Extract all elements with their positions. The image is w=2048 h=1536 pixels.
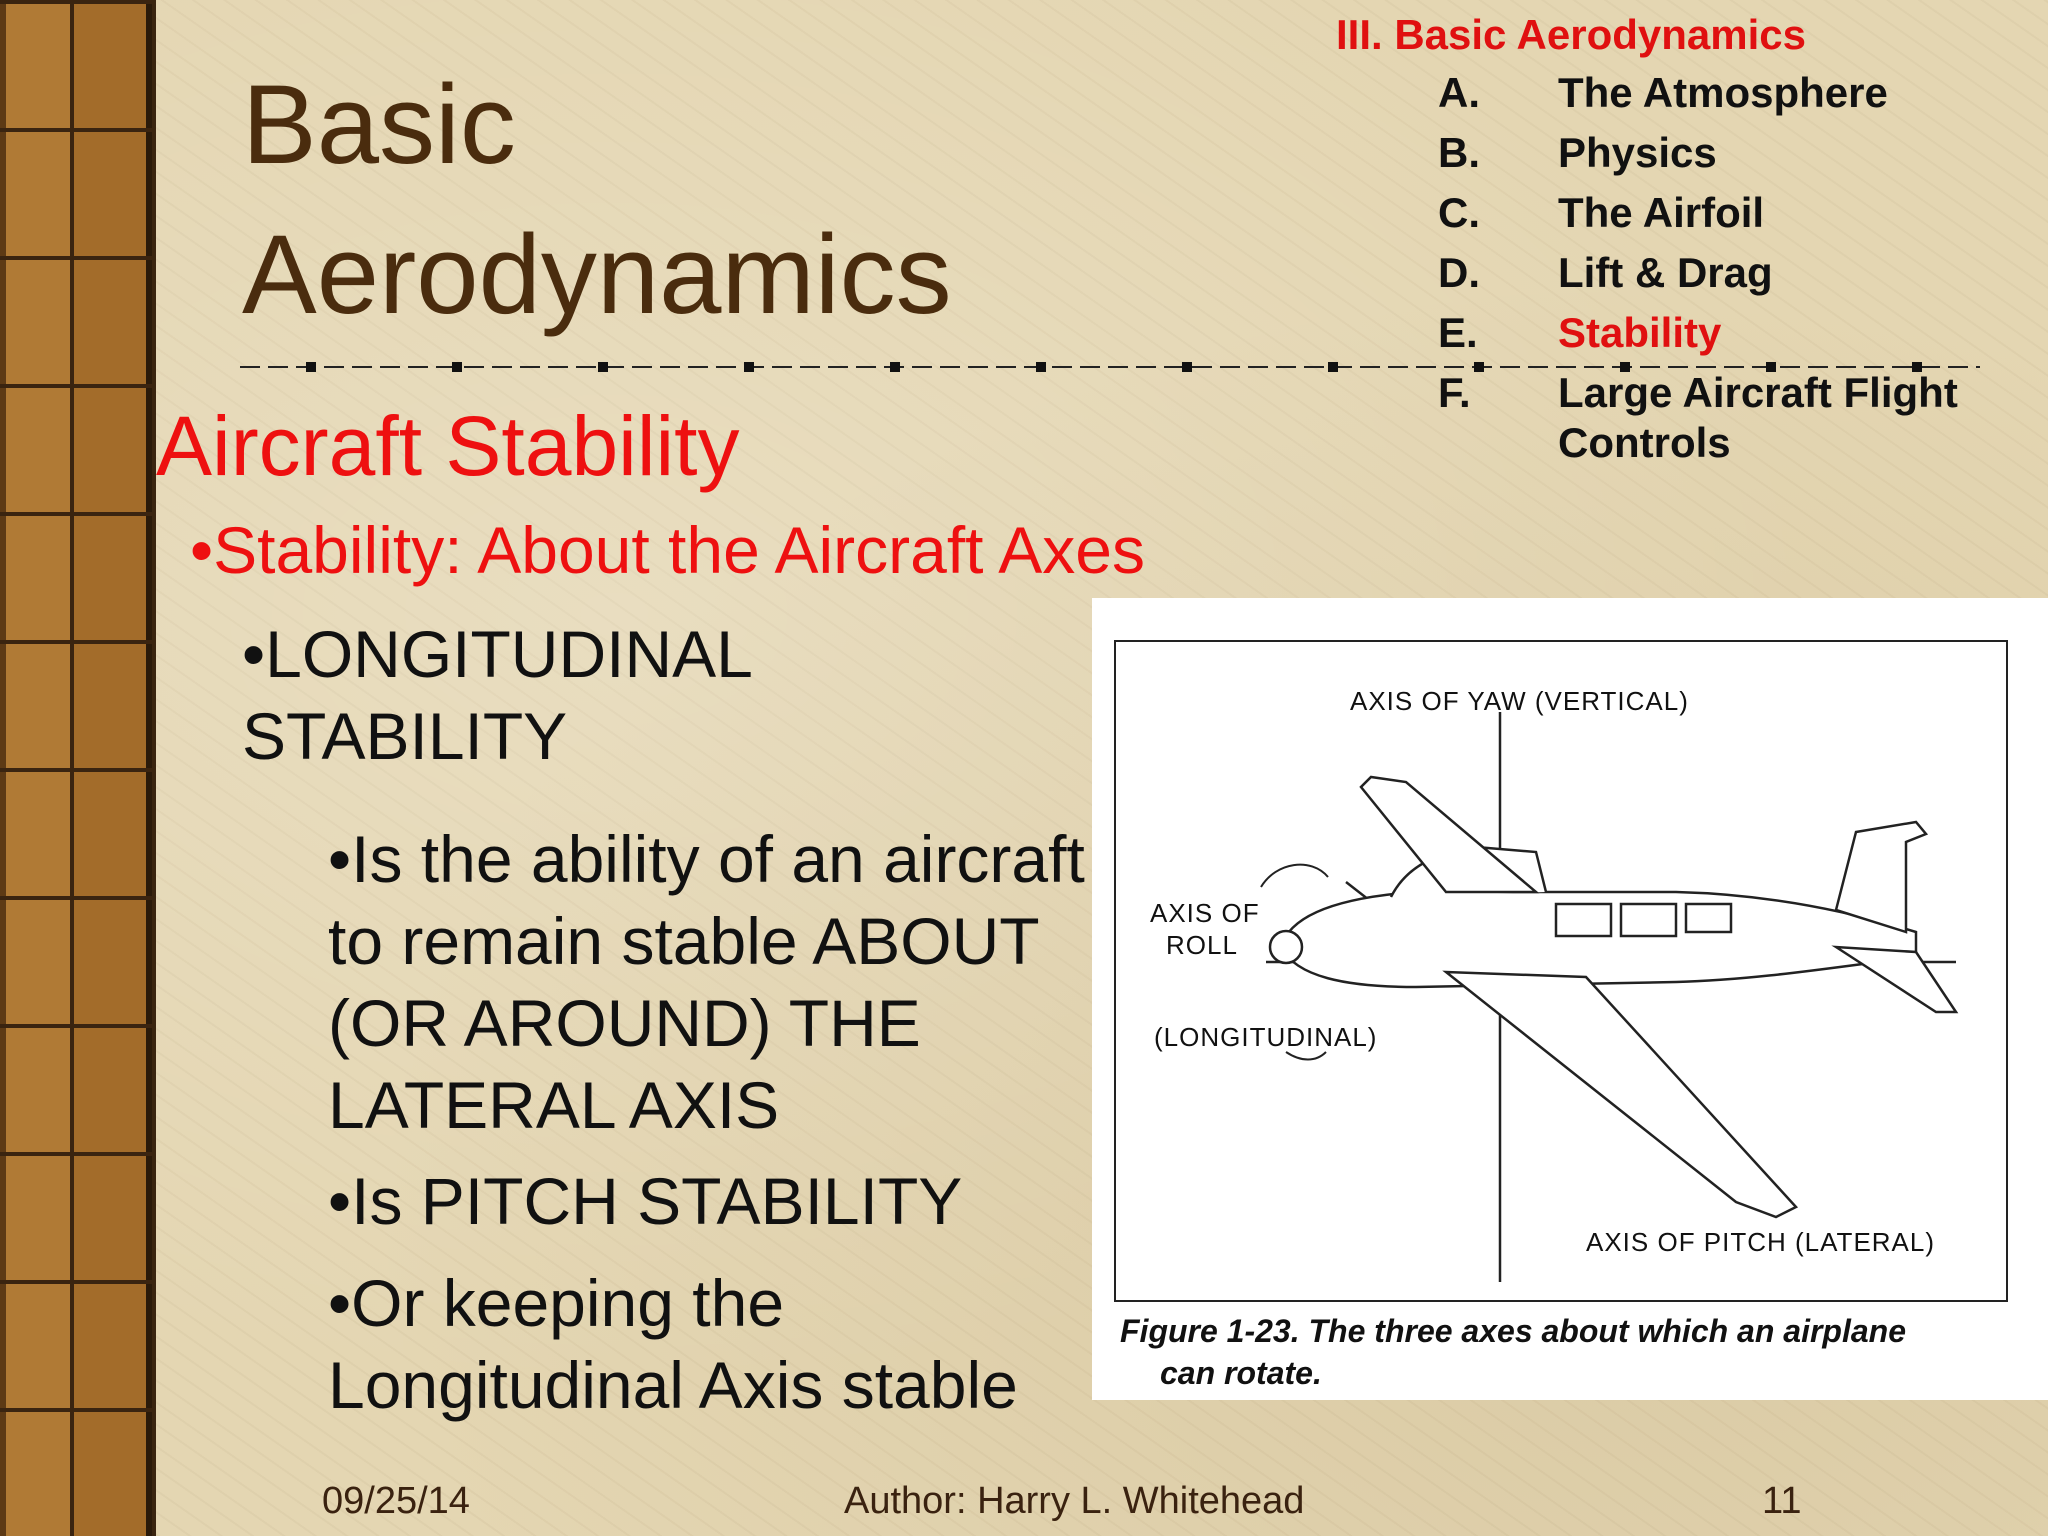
outline-item-b	[1336, 128, 1998, 178]
bullet-definition: •Is the ability of an aircraft to remain stable ABOUT (OR AROUND) THE LATERAL AXIS	[328, 822, 1085, 1142]
pitch-axis-label: AXIS OF PITCH (LATERAL)	[1586, 1227, 1936, 1257]
outline-letter: F.	[1438, 369, 1471, 416]
figure-caption-line-2: can rotate.	[1160, 1355, 1322, 1391]
roll-axis-label-line1: AXIS OF	[1150, 898, 1260, 928]
outline-letter: B.	[1438, 129, 1480, 176]
roll-rotation-arrow-lower	[1286, 1052, 1326, 1060]
bullet-pitch-stability: •Is PITCH STABILITY	[328, 1164, 963, 1238]
outline-letter: C.	[1438, 189, 1480, 236]
window-1	[1556, 904, 1611, 936]
footer-page-number: 11	[1762, 1480, 1802, 1522]
propeller-spinner	[1270, 931, 1302, 963]
roll-axis-label-line2: ROLL	[1166, 930, 1238, 960]
horizontal-stabilizer	[1836, 947, 1956, 1012]
roll-rotation-arrow	[1261, 865, 1328, 887]
vertical-stabilizer	[1836, 822, 1926, 932]
outline-heading: III. Basic Aerodynamics	[1336, 11, 1806, 58]
outline-letter: D.	[1438, 249, 1480, 296]
slide-title-line-2: Aerodynamics	[242, 212, 952, 337]
bullet-longitudinal-axis: •Or keeping the Longitudinal Axis stable	[328, 1266, 1018, 1422]
outline-letter: E.	[1438, 309, 1478, 356]
yaw-axis-label: AXIS OF YAW (VERTICAL)	[1350, 686, 1689, 716]
far-wing	[1361, 777, 1536, 892]
figure-caption-line-1: Figure 1-23. The three axes about which an airplane	[1120, 1313, 1906, 1349]
figure-caption	[1120, 1310, 2020, 1394]
footer-author: Author: Harry L. Whitehead	[844, 1480, 1305, 1522]
window-3	[1686, 904, 1731, 932]
slide-title-line-1: Basic	[242, 62, 516, 187]
outline-item-d	[1336, 248, 1998, 298]
footer-date: 09/25/14	[322, 1480, 470, 1522]
near-wing	[1446, 972, 1796, 1217]
outline-item-f	[1336, 368, 1998, 468]
bullet-longitudinal-stability: •LONGITUDINAL STABILITY	[242, 617, 751, 773]
outline-text: Lift & Drag	[1558, 249, 1773, 296]
outline-text: The Atmosphere	[1558, 69, 1888, 116]
outline-text: The Airfoil	[1558, 189, 1765, 236]
figure-frame	[1114, 640, 2008, 1302]
outline-text: Large Aircraft Flight Controls	[1558, 369, 1958, 466]
decorative-sidebar	[0, 0, 152, 1536]
outline-item-c	[1336, 188, 1998, 238]
outline-text: Stability	[1558, 309, 1722, 356]
sidebar-border	[152, 0, 156, 1536]
aircraft-axes-figure	[1092, 598, 2048, 1400]
airplane-illustration	[1116, 642, 2006, 1300]
outline-text: Physics	[1558, 129, 1717, 176]
sub-bullet: •Stability: About the Aircraft Axes	[190, 513, 1145, 587]
outline-item-e-active	[1336, 308, 1998, 358]
outline-item-a	[1336, 68, 1998, 118]
course-outline	[1336, 10, 1998, 478]
section-title: Aircraft Stability	[156, 399, 740, 493]
window-2	[1621, 904, 1676, 936]
slide-title	[242, 50, 952, 350]
longitudinal-label: (LONGITUDINAL)	[1154, 1022, 1378, 1052]
outline-letter: A.	[1438, 69, 1480, 116]
